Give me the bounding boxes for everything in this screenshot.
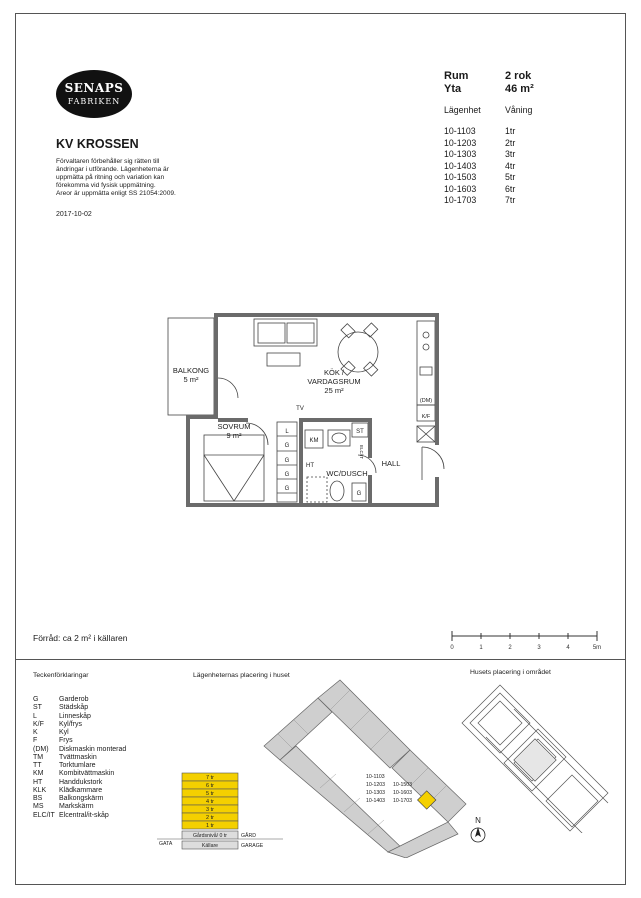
block-south — [546, 775, 598, 827]
legend-code: BS — [33, 795, 43, 802]
legend-code: KLK — [33, 786, 47, 794]
legend-code: TM — [33, 753, 44, 761]
document-date: 2017-10-02 — [56, 211, 92, 218]
courtyard-label: GÅRD — [241, 833, 256, 839]
legend-text: Tvättmaskin — [59, 753, 97, 761]
hall-label: HALL — [381, 459, 401, 468]
sink — [332, 433, 346, 443]
list-item: 7tr — [505, 195, 516, 205]
elcit-label: ELC/IT — [359, 445, 364, 460]
bedroom-label: SOVRUM — [217, 422, 251, 431]
list-item: 10-1603 — [444, 183, 477, 194]
legend-item — [33, 770, 126, 778]
legend-text: Markskärm — [59, 803, 94, 811]
entrance-door — [422, 447, 444, 469]
balcony-area: 5 m² — [183, 375, 199, 384]
disclaimer-line: uppmätta på ritning och variation kan — [56, 174, 165, 182]
floor-label: 2 tr — [206, 815, 214, 821]
scale-tick: 3 — [537, 645, 541, 651]
building-id: 10-1203 — [366, 782, 386, 788]
legend-list — [33, 696, 126, 820]
legend-text: Elcentral/it-skåp — [59, 811, 109, 819]
scale-tick: 0 — [450, 645, 454, 651]
legend-code: G — [33, 696, 39, 703]
wardrobe-l-label: L — [285, 429, 289, 435]
legend-code: F — [33, 737, 38, 745]
legend-item — [33, 762, 126, 770]
list-item: 10-1103 — [444, 126, 476, 136]
kf-label: K/F — [421, 414, 431, 420]
legend-item — [33, 803, 126, 811]
floor-header: Våning — [505, 105, 533, 115]
list-item: 4tr — [505, 160, 516, 171]
scale-tick: 5m — [592, 645, 602, 651]
kitchen-counter — [417, 321, 435, 405]
list-item: 10-1203 — [444, 137, 477, 148]
block-north — [470, 693, 530, 753]
disclaimer-line: förekomma vid fysisk uppmätning. — [56, 182, 156, 190]
legend-code: L — [33, 712, 37, 720]
floor-label: 5 tr — [206, 791, 214, 797]
legend-text: Städskåp — [59, 704, 89, 712]
list-item: 1tr — [505, 126, 516, 136]
legend-item — [33, 696, 126, 704]
legend-text: Kyl/frys — [59, 720, 82, 728]
legend-text: Kyl — [59, 729, 69, 736]
section-divider — [15, 659, 626, 660]
st-label: ST — [356, 429, 364, 435]
page-title: KV KROSSEN — [56, 137, 139, 151]
dm-label: (DM) — [419, 398, 433, 404]
disclaimer-line: Förvaltaren förbehåller sig rätten till — [56, 158, 160, 165]
floor-plan — [160, 305, 450, 515]
floor-label: 6 tr — [206, 783, 214, 789]
building-id: 10-1103 — [366, 774, 385, 780]
list-item: 6tr — [505, 183, 516, 194]
legend-text: Handdukstork — [59, 778, 103, 786]
legend-item — [33, 795, 126, 803]
rum-value: 2 rok — [505, 70, 532, 82]
legend-code: ELC/IT — [33, 811, 55, 819]
basement-label: Källare — [201, 843, 219, 849]
rum-label: Rum — [444, 70, 469, 82]
legend-item — [33, 713, 126, 721]
floor-label: 4 tr — [206, 799, 214, 805]
bedroom-area: 9 m² — [226, 431, 242, 440]
balcony-label: BALKONG — [172, 366, 210, 375]
coffee-table — [267, 353, 300, 366]
walls — [183, 313, 439, 507]
kitchen-label: KÖK / — [323, 368, 345, 377]
building-id: 10-1303 — [366, 790, 386, 796]
area-map — [460, 683, 610, 833]
scale-tick: 2 — [508, 645, 512, 651]
legend-item — [33, 704, 126, 712]
north-arrow-icon — [467, 815, 489, 845]
balcony-door — [218, 378, 238, 398]
yta-label: Yta — [444, 83, 462, 95]
legend-item — [33, 746, 126, 754]
legend-code: MS — [33, 803, 44, 811]
ht-label: HT — [306, 463, 314, 469]
placement-title: Lägenheternas placering i huset — [193, 672, 290, 679]
scale-tick: 1 — [479, 645, 483, 651]
building-id: 10-1403 — [366, 798, 386, 804]
legend-text: Balkongskärm — [59, 795, 104, 802]
legend-text: Linneskåp — [59, 712, 91, 720]
floor-label: 3 tr — [206, 807, 214, 813]
list-item: 5tr — [505, 172, 516, 182]
legend-item — [33, 754, 126, 762]
disclaimer — [56, 158, 216, 198]
north-label: N — [475, 816, 481, 825]
floor-list — [505, 126, 515, 207]
legend-item — [33, 812, 126, 820]
list-item: 10-1303 — [444, 149, 477, 159]
list-item: 10-1703 — [444, 195, 477, 205]
legend-text: Diskmaskin monterad — [59, 745, 127, 753]
floor-label: 1 tr — [206, 823, 214, 829]
garage-label: GARAGE — [241, 843, 264, 849]
bed — [204, 435, 264, 501]
senaps-fabriken-logo — [56, 70, 132, 118]
storage-note: Förråd: ca 2 m² i källaren — [33, 633, 128, 643]
building-wings — [264, 680, 466, 858]
wardrobe-g-label: G — [284, 472, 290, 478]
legend-text: Frys — [59, 737, 73, 745]
street-label: GATA — [159, 841, 173, 847]
legend-code: K/F — [33, 720, 44, 728]
legend-text: Klädkammare — [59, 786, 103, 794]
apartment-header: Lägenhet — [444, 105, 481, 115]
building-plan — [260, 676, 475, 858]
legend-item — [33, 721, 126, 729]
kitchen-area: 25 m² — [324, 386, 344, 395]
list-item: 10-1503 — [444, 172, 477, 182]
list-item: 2tr — [505, 137, 516, 148]
living-label: VARDAGSRUM — [307, 377, 361, 386]
legend-item — [33, 787, 126, 795]
shower — [307, 477, 327, 502]
legend-text: Torktumlare — [59, 762, 96, 769]
legend-code: (DM) — [33, 745, 49, 753]
km-label: KM — [309, 438, 319, 444]
floor-label: 7 tr — [206, 775, 214, 781]
legend-code: TT — [33, 762, 42, 769]
logo-line-2: FABRIKEN — [67, 97, 121, 106]
list-item: 10-1403 — [444, 160, 477, 171]
legend-item — [33, 737, 126, 745]
wardrobe-g-label: G — [284, 458, 290, 464]
courtyard-level-label: Gårdsnivå/ 0 tr — [192, 833, 228, 839]
legend-title: Teckenförklaringar — [33, 672, 89, 679]
legend-code: K — [33, 729, 38, 736]
building-id: 10-1603 — [393, 790, 413, 796]
scale-bar — [445, 628, 610, 652]
legend-item — [33, 779, 126, 787]
logo-line-1: SENAPS — [64, 81, 124, 95]
legend-code: HT — [33, 778, 43, 786]
list-item: 3tr — [505, 149, 516, 159]
disclaimer-line: ändringar i utförande. Lägenheterna är — [56, 166, 169, 174]
disclaimer-line: Areor är uppmätta enligt SS 21054:2009. — [56, 190, 176, 198]
area-title: Husets placering i området — [470, 669, 551, 676]
legend-item — [33, 729, 126, 737]
apartment-list — [444, 126, 476, 207]
scale-tick: 4 — [566, 645, 570, 651]
legend-code: KM — [33, 770, 44, 778]
wardrobe-g-label: G — [284, 443, 290, 449]
legend-text: Garderob — [59, 696, 89, 703]
legend-code: ST — [33, 704, 42, 712]
building-id: 10-1703 — [393, 798, 413, 804]
hall-g-label: G — [356, 491, 362, 497]
legend-text: Kombitvättmaskin — [59, 770, 115, 778]
tv-label: TV — [296, 406, 304, 412]
building-id: 10-1503 — [393, 782, 413, 788]
wardrobe-g-label: G — [284, 486, 290, 492]
yta-value: 46 m² — [505, 83, 534, 95]
toilet — [330, 481, 344, 501]
bathroom-label: WC/DUSCH — [326, 469, 368, 478]
